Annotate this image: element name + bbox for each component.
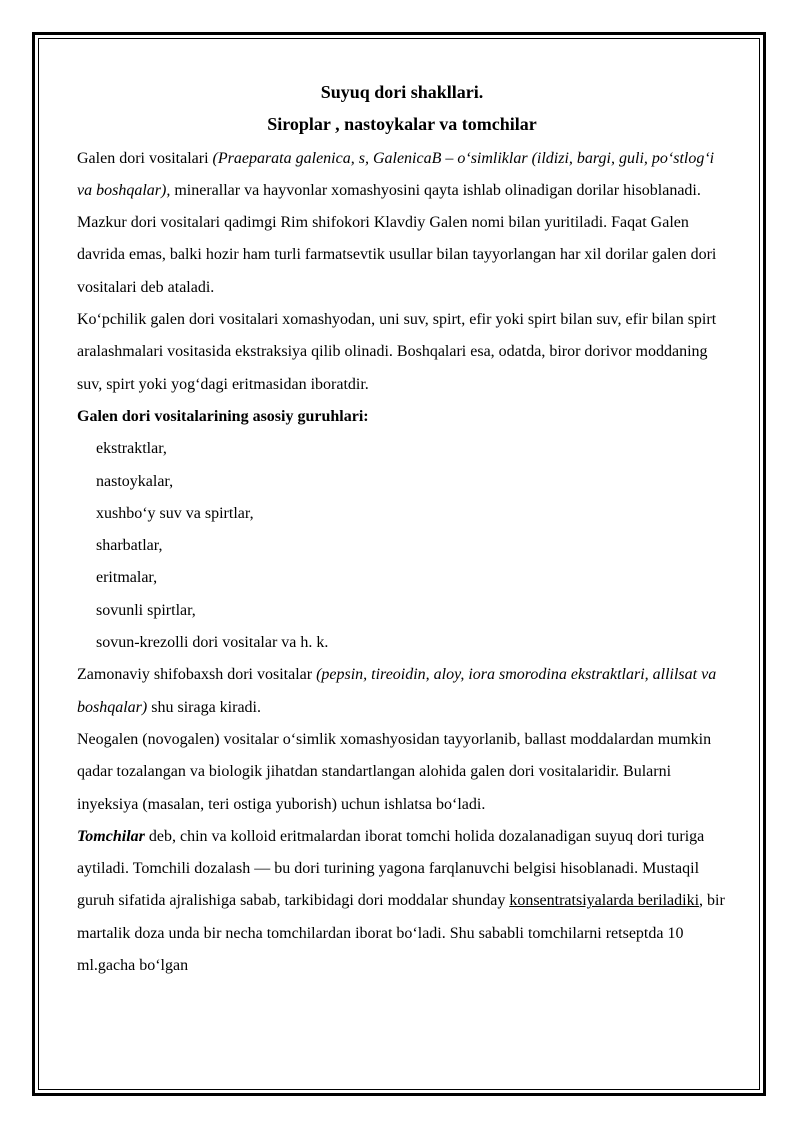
list-item: sovunli spirtlar, [96,601,196,619]
term-tomchilar: Tomchilar [77,827,145,845]
p1-text-a: Galen dori vositalari [77,149,213,167]
p4-text-c: shu siraga kiradi. [147,698,261,716]
list-item: eritmalar, [96,569,158,587]
paragraph-galen-definition [77,143,727,208]
paragraph-modern-drugs [77,659,727,724]
p1-text-c: minerallar va hayvonlar xomashyosini qayta ishlab olinadigan dorilar hisoblanadi. [170,181,701,199]
document-title: Suyuq dori shakllari. [320,82,484,102]
p4-text-a: Zamonaviy shifobaxsh dori vositalar [77,666,317,684]
paragraph-neogalen: Neogalen (novogalen) vositalar o‘simlik xomashyosidan tayyorlanib, ballast moddalardan mumkin qadar tozalangan va biologik jihatdan standartlangan alohida galen dori vositalaridir. Bularni inyeksiya (masalan, teri ostiga yuborish) uchun ishlatsa bo‘ladi. [77,730,712,813]
p6-text-a: deb, chin va kolloid eritmalardan iborat tomchi holida dozalanadigan suyuq dori turiga aytiladi. Tomchili dozalash — bu dori turining yagona farqlanuvchi belgisi hisoblanadi. Mustaqil guruh sifatida ajralishiga sabab, tarkibidagi dori moddalar shunday [77,827,705,910]
list-item: ekstraktlar, [96,440,167,458]
paragraph-galen-origin: Mazkur dori vositalari qadimgi Rim shifokori Klavdiy Galen nomi bilan yuritiladi. Faqat Galen davrida emas, balki hozir ham turli farmatsevtik usullar bilan tayyorlangan har xil dorilar galen dori vositalari deb ataladi. [77,214,717,296]
p4-examples: (pepsin, tireoidin, aloy, iora smorodina ekstraktlari, allilsat va boshqalar) [77,666,717,716]
underlined-phrase: konsentratsiyalarda beriladiki [509,892,700,910]
list-item: sharbatlar, [96,537,163,555]
list-item: nastoykalar, [96,472,174,490]
paragraph-extraction: Ko‘pchilik galen dori vositalari xomashyodan, uni suv, spirt, efir yoki spirt bilan suv, efir bilan spirt aralashmalari vositasida ekstraksiya qilib olinadi. Boshqalari esa, odatda, biror dorivor moddaning suv, spirt yoki yog‘dagi eritmasidan iboratdir. [77,311,717,393]
p6-text-b: , bir martalik doza unda bir necha tomchilardan iborat bo‘ladi. Shu sababli tomchilarni retseptda 10 ml.gacha bo‘lgan [77,892,725,975]
paragraph-drops [77,821,727,982]
document-subtitle: Siroplar , nastoykalar va tomchilar [267,114,537,135]
list-item: xushbo‘y suv va spirtlar, [96,504,254,522]
p1-latin-term: (Praeparata galenica, s, GalenicaB – o‘simliklar (ildizi, bargi, guli, po‘stlog‘i va boshqalar), [77,149,715,199]
groups-heading: Galen dori vositalarining asosiy guruhlari: [77,407,369,425]
document-body [77,76,727,982]
list-item: sovun-krezolli dori vositalar va h. k. [96,634,329,652]
groups-list [77,433,727,659]
